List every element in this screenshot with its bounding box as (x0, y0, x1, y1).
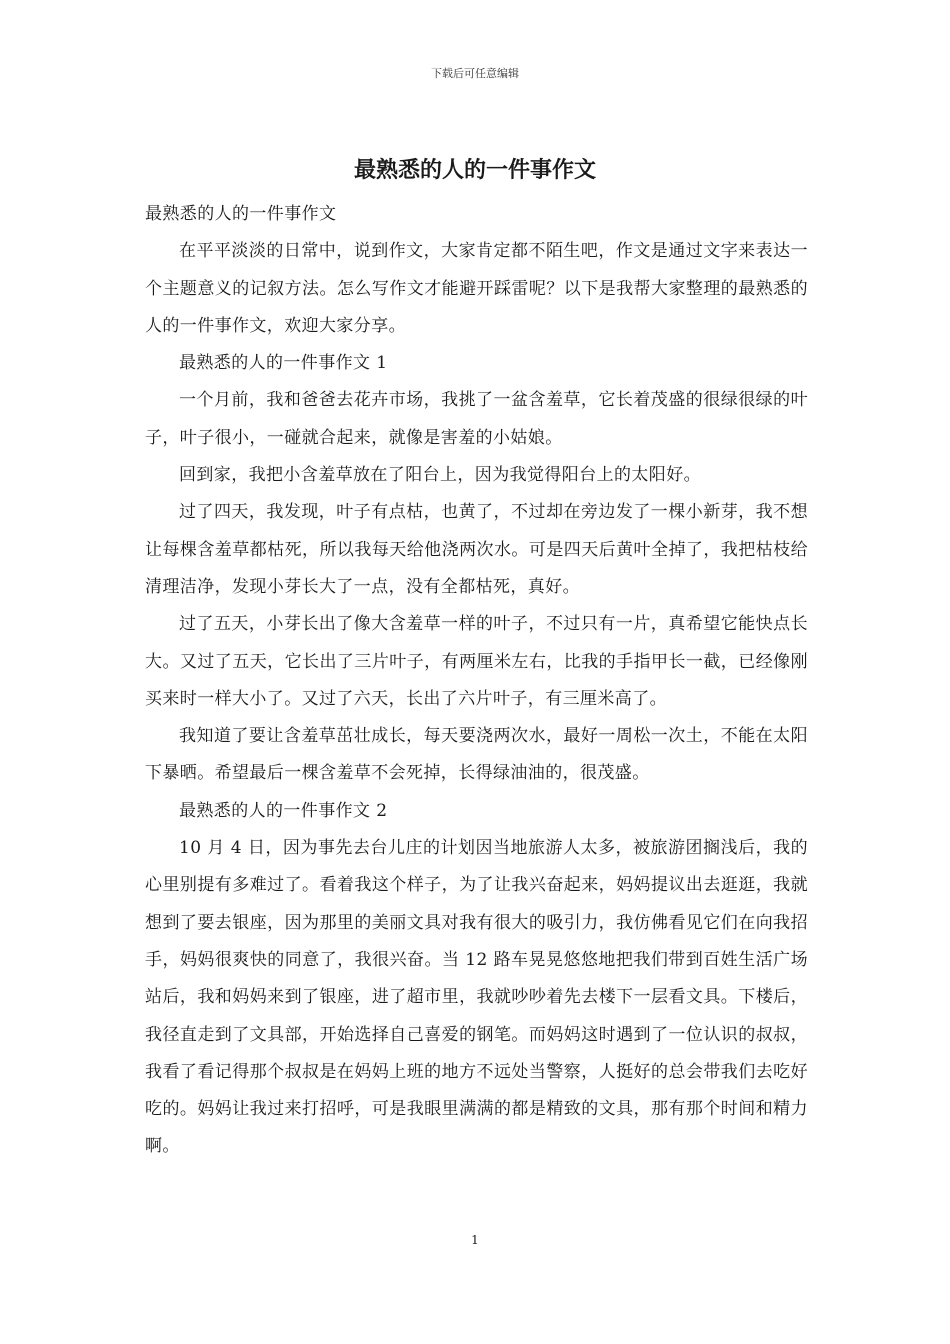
header-note: 下载后可任意编辑 (431, 67, 519, 80)
page-number: 1 (471, 1233, 479, 1247)
paragraph: 过了五天，小芽长出了像大含羞草一样的叶子，不过只有一片，真希望它能快点长大。又过了五天，它长出了三片叶子，有两厘米左右，比我的手指甲长一截，已经像刚买来时一样大小了。又过了六天，长出了六片叶子，有三厘米高了。 (145, 614, 808, 709)
paragraph: 我知道了要让含羞草茁壮成长，每天要浇两次水，最好一周松一次土，不能在太阳下暴晒。希望最后一棵含羞草不会死掉，长得绿油油的，很茂盛。 (145, 726, 808, 784)
paragraph: 一个月前，我和爸爸去花卉市场，我挑了一盆含羞草，它长着茂盛的很绿很绿的叶子，叶子很小，一碰就合起来，就像是害羞的小姑娘。 (145, 390, 808, 448)
document-title: 最熟悉的人的一件事作文 (353, 157, 596, 183)
paragraph-subtitle: 最熟悉的人的一件事作文 (145, 204, 337, 224)
paragraph: 过了四天，我发现，叶子有点枯，也黄了，不过却在旁边发了一棵小新芽，我不想让每棵含羞草都枯死，所以我每天给他浇两次水。可是四天后黄叶全掉了，我把枯枝给清理洁净，发现小芽长大了一点，没有全都枯死，真好。 (145, 502, 808, 597)
paragraph: 在平平淡淡的日常中，说到作文，大家肯定都不陌生吧，作文是通过文字来表达一个主题意义的记叙方法。怎么写作文才能避开踩雷呢？以下是我帮大家整理的最熟悉的人的一件事作文，欢迎大家分享。 (145, 241, 808, 336)
document-body (145, 196, 808, 1166)
section-heading: 最熟悉的人的一件事作文 2 (179, 800, 388, 821)
paragraph: 10 月 4 日，因为事先去台儿庄的计划因当地旅游人太多，被旅游团搁浅后，我的心里别提有多难过了。看着我这个样子，为了让我兴奋起来，妈妈提议出去逛逛，我就想到了要去银座，因为那里的美丽文具对我有很大的吸引力，我仿佛看见它们在向我招手，妈妈很爽快的同意了，我很兴奋。当 12 路车晃晃悠悠地把我们带到百姓生活广场站后，我和妈妈来到了银座，进了超市里，我就吵吵着先去楼下一层看文具。下楼后，我径直走到了文具部，开始选择自己喜爱的钢笔。而妈妈这时遇到了一位认识的叔叔，我看了看记得那个叔叔是在妈妈上班的地方不远处当警察，人挺好的总会带我们去吃好吃的。妈妈让我过来打招呼，可是我眼里满满的都是精致的文具，那有那个时间和精力啊。 (145, 838, 808, 1157)
paragraph: 回到家，我把小含羞草放在了阳台上，因为我觉得阳台上的太阳好。 (179, 465, 701, 486)
section-heading: 最熟悉的人的一件事作文 1 (179, 353, 388, 374)
